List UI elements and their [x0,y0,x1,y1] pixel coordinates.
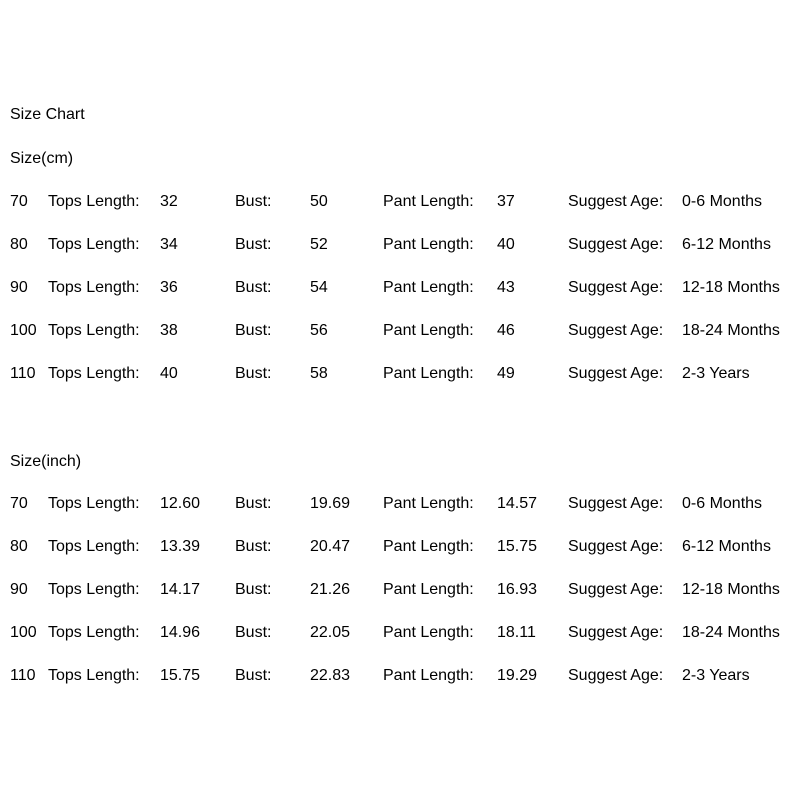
pant-length-label: Pant Length: [383,236,474,253]
pant-length-label: Pant Length: [383,365,474,382]
tops-length-label: Tops Length: [48,581,140,598]
pant-length-label: Pant Length: [383,322,474,339]
suggest-age-label: Suggest Age: [568,365,664,382]
bust-label: Bust: [235,279,272,296]
suggest-age-value: 18-24 Months [682,322,780,339]
tops-length-label: Tops Length: [48,538,140,555]
suggest-age-value: 2-3 Years [682,667,750,684]
tops-length-label: Tops Length: [48,624,140,641]
bust-value: 22.83 [310,667,351,684]
size-value: 70 [10,193,28,210]
tops-length-label: Tops Length: [48,279,140,296]
pant-length-value: 19.29 [497,667,538,684]
pant-length-value: 40 [497,236,515,253]
suggest-age-label: Suggest Age: [568,279,664,296]
suggest-age-value: 0-6 Months [682,495,763,512]
suggest-age-value: 6-12 Months [682,236,771,253]
tops-length-value: 14.96 [160,624,201,641]
tops-length-value: 40 [160,365,178,382]
tops-length-value: 12.60 [160,495,201,512]
pant-length-label: Pant Length: [383,667,474,684]
tops-length-value: 14.17 [160,581,201,598]
pant-length-label: Pant Length: [383,538,474,555]
size-row [0,192,800,235]
size-value: 90 [10,279,28,296]
size-value: 70 [10,495,28,512]
tops-length-value: 15.75 [160,667,201,684]
tops-length-value: 32 [160,193,178,210]
suggest-age-label: Suggest Age: [568,193,664,210]
bust-value: 56 [310,322,328,339]
pant-length-value: 18.11 [497,624,536,641]
suggest-age-label: Suggest Age: [568,538,664,555]
tops-length-label: Tops Length: [48,322,140,339]
suggest-age-label: Suggest Age: [568,236,664,253]
bust-label: Bust: [235,581,272,598]
size-row [0,666,800,709]
size-row [0,278,800,321]
tops-length-label: Tops Length: [48,667,140,684]
size-table-inch [0,494,800,709]
size-row [0,235,800,278]
bust-value: 54 [310,279,328,296]
size-value: 110 [10,365,36,382]
size-value: 80 [10,236,28,253]
bust-label: Bust: [235,365,272,382]
bust-value: 52 [310,236,328,253]
tops-length-label: Tops Length: [48,365,140,382]
suggest-age-label: Suggest Age: [568,667,664,684]
bust-label: Bust: [235,667,272,684]
tops-length-value: 34 [160,236,178,253]
suggest-age-label: Suggest Age: [568,624,664,641]
pant-length-value: 15.75 [497,538,538,555]
pant-length-value: 46 [497,322,515,339]
size-row [0,537,800,580]
suggest-age-value: 2-3 Years [682,365,750,382]
suggest-age-value: 18-24 Months [682,624,780,641]
suggest-age-value: 12-18 Months [682,279,780,296]
size-value: 90 [10,581,28,598]
section-heading-cm: Size(cm) [10,150,74,167]
size-row [0,580,800,623]
suggest-age-value: 12-18 Months [682,581,780,598]
tops-length-value: 13.39 [160,538,201,555]
tops-length-label: Tops Length: [48,495,140,512]
pant-length-label: Pant Length: [383,624,474,641]
pant-length-label: Pant Length: [383,581,474,598]
page-title: Size Chart [10,106,85,123]
pant-length-value: 14.57 [497,495,538,512]
suggest-age-label: Suggest Age: [568,322,664,339]
bust-value: 50 [310,193,328,210]
size-row [0,364,800,407]
size-row [0,623,800,666]
pant-length-value: 37 [497,193,515,210]
bust-label: Bust: [235,193,272,210]
bust-value: 21.26 [310,581,351,598]
pant-length-label: Pant Length: [383,193,474,210]
size-value: 110 [10,667,36,684]
pant-length-value: 43 [497,279,515,296]
bust-label: Bust: [235,322,272,339]
suggest-age-label: Suggest Age: [568,581,664,598]
size-table-cm [0,192,800,407]
section-heading-inch: Size(inch) [10,453,82,470]
bust-value: 19.69 [310,495,351,512]
bust-label: Bust: [235,624,272,641]
suggest-age-value: 0-6 Months [682,193,763,210]
size-value: 100 [10,624,37,641]
bust-label: Bust: [235,538,272,555]
bust-label: Bust: [235,495,272,512]
suggest-age-value: 6-12 Months [682,538,771,555]
size-value: 80 [10,538,28,555]
size-row [0,321,800,364]
pant-length-label: Pant Length: [383,279,474,296]
tops-length-label: Tops Length: [48,236,140,253]
tops-length-value: 36 [160,279,178,296]
bust-value: 58 [310,365,328,382]
pant-length-value: 16.93 [497,581,538,598]
pant-length-value: 49 [497,365,515,382]
size-value: 100 [10,322,37,339]
suggest-age-label: Suggest Age: [568,495,664,512]
tops-length-value: 38 [160,322,178,339]
size-row [0,494,800,537]
bust-label: Bust: [235,236,272,253]
bust-value: 20.47 [310,538,351,555]
pant-length-label: Pant Length: [383,495,474,512]
bust-value: 22.05 [310,624,351,641]
tops-length-label: Tops Length: [48,193,140,210]
